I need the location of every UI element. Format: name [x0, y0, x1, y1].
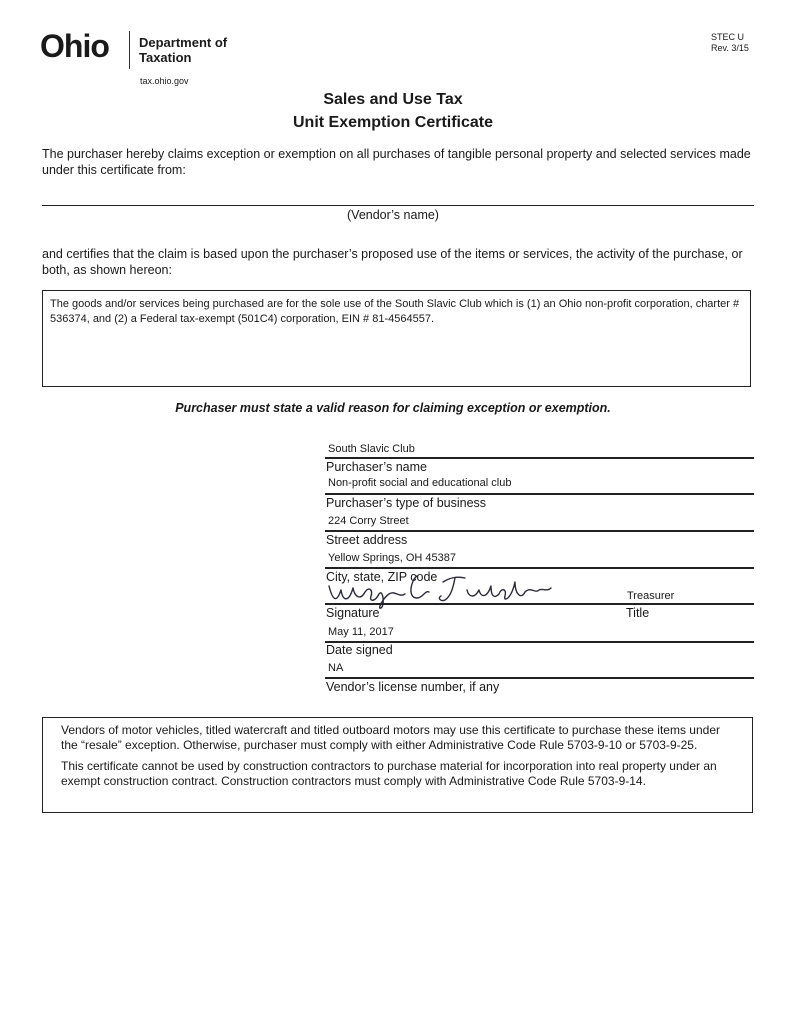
website-text: tax.ohio.gov [140, 76, 189, 86]
form-title-line-2: Unit Exemption Certificate [292, 114, 494, 131]
city-state-zip-label: City, state, ZIP code [326, 570, 438, 584]
date-signed-label: Date signed [326, 643, 393, 657]
vendor-name-line[interactable] [42, 205, 754, 206]
department-line-2: Taxation [139, 50, 192, 65]
form-id: STEC U [711, 32, 745, 42]
purchaser-name-value[interactable]: South Slavic Club [328, 443, 415, 455]
intro-text: The purchaser hereby claims exception or exemption on all purchases of tangible personal property and selected services made under this certificate from: [42, 147, 751, 177]
signature-label: Signature [326, 606, 380, 620]
signature-title-line [325, 603, 754, 605]
vendor-name-caption: (Vendor’s name) [347, 208, 439, 222]
vendor-license-line [325, 677, 754, 679]
department-line-1: Department of [139, 35, 228, 50]
street-address-value[interactable]: 224 Corry Street [328, 515, 409, 527]
business-type-label: Purchaser’s type of business [326, 496, 487, 510]
valid-reason-notice: Purchaser must state a valid reason for claiming exception or exemption. [175, 401, 611, 415]
form-revision: Rev. 3/15 [711, 43, 749, 53]
date-signed-value[interactable]: May 11, 2017 [328, 626, 394, 638]
purchaser-name-label: Purchaser’s name [326, 460, 427, 474]
business-type-value[interactable]: Non-profit social and educational club [328, 477, 512, 489]
logo-divider [129, 31, 130, 69]
notice-box [42, 717, 753, 813]
department-name [139, 35, 227, 65]
exemption-reason-box[interactable] [42, 290, 751, 387]
ohio-logo: Ohio [40, 28, 109, 64]
street-address-label: Street address [326, 533, 408, 547]
street-address-line [325, 530, 754, 532]
notice-paragraph-resale: Vendors of motor vehicles, titled watercraft and titled outboard motors may use this certificate to purchase these items under the “resale” exception. Otherwise, purchaser must comply with either Administrative Code Rule 5703-9-10 or 5703-9-25. [61, 723, 720, 752]
form-title-line-1: Sales and Use Tax [323, 91, 463, 108]
vendor-license-label: Vendor’s license number, if any [326, 680, 500, 694]
business-type-line [325, 493, 754, 495]
city-state-zip-value[interactable]: Yellow Springs, OH 45387 [328, 552, 457, 564]
certifies-text: and certifies that the claim is based upon the purchaser’s proposed use of the items or services, the activity of the purchase, or both, as shown hereon: [42, 247, 743, 277]
exemption-reason-text: The goods and/or services being purchased are for the sole use of the South Slavic Club which is (1) an Ohio non-profit corporation, charter # 536374, and (2) a Federal tax-exempt (501C4) corporation, EIN # 81-4564557. [50, 298, 740, 325]
title-value[interactable]: Treasurer [627, 590, 675, 602]
purchaser-name-line [325, 457, 754, 459]
notice-paragraph-contractors: This certificate cannot be used by construction contractors to purchase material for incorporation into real property under an exempt construction contract. Construction contractors must comply with Administrative Code Rule 5703-9-14. [61, 759, 717, 788]
form-id-block [711, 32, 749, 54]
vendor-license-value[interactable]: NA [328, 662, 344, 674]
title-label: Title [626, 606, 650, 620]
